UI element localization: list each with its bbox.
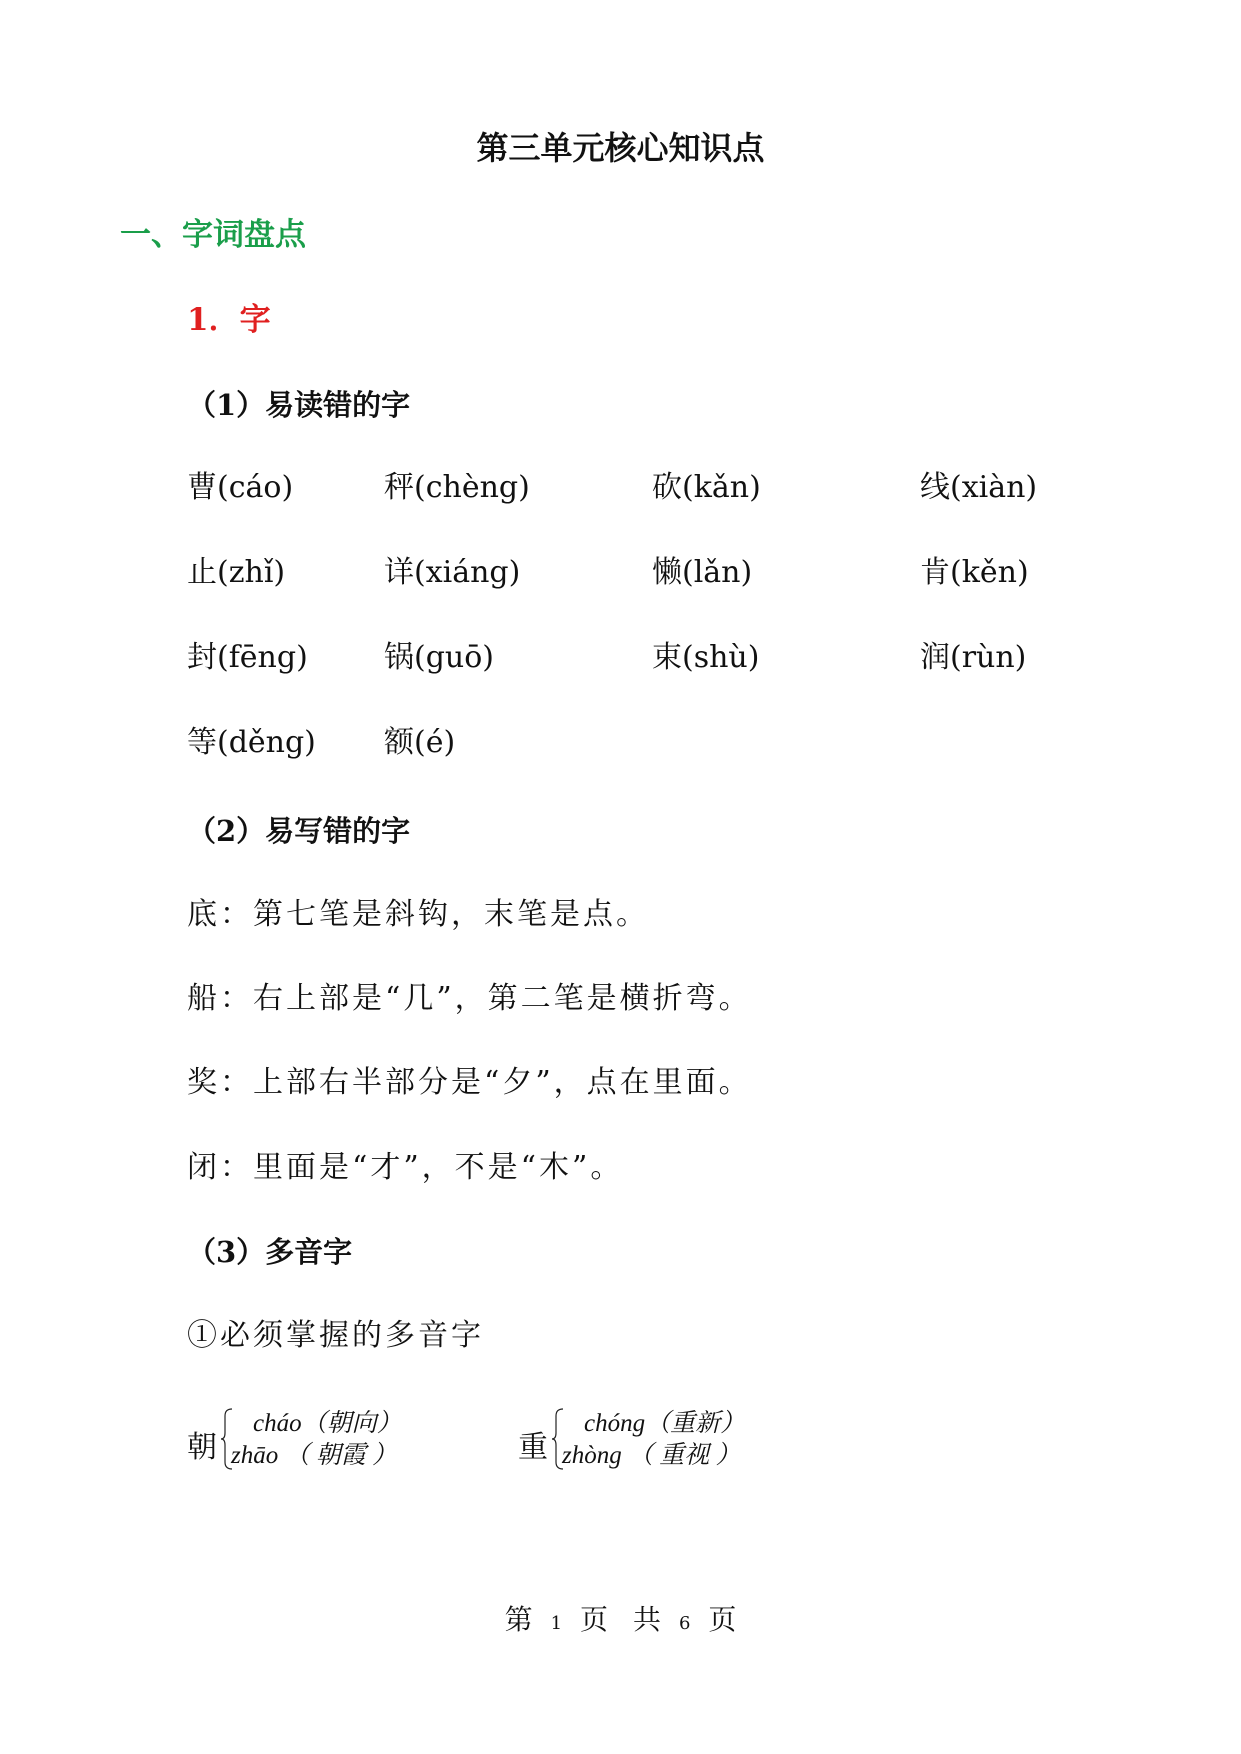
pinyin-item: 懒(lǎn) <box>652 555 753 590</box>
heading-polyphonic-characters: （3）多音字 <box>187 1235 353 1269</box>
polyphone-reading: chóng（重新） <box>584 1410 746 1437</box>
misread-characters-grid <box>187 468 1067 763</box>
pinyin-item: 等(děng) <box>187 725 316 760</box>
miswritten-note: 闭：里面是“才”，不是“木”。 <box>187 1150 624 1185</box>
polyphone-character: 朝 <box>187 1430 217 1465</box>
polyphone-character: 重 <box>518 1430 548 1465</box>
miswritten-note: 底：第七笔是斜钩，末笔是点。 <box>187 897 649 932</box>
polyphone-entry <box>187 1408 487 1474</box>
pinyin-item: 肯(kěn) <box>920 555 1029 590</box>
pinyin-item: 线(xiàn) <box>920 470 1038 505</box>
total-page-number: 6 <box>678 1613 691 1634</box>
pinyin-item: 封(fēng) <box>187 640 308 675</box>
polyphone-reading: zhāo （ 朝霞 ） <box>231 1442 397 1469</box>
pinyin-item: 额(é) <box>384 725 456 760</box>
section-heading-words: 一、字词盘点 <box>120 217 306 253</box>
pinyin-item: 曹(cáo) <box>187 470 294 505</box>
footer-word: 页 <box>708 1603 737 1636</box>
pinyin-item: 束(shù) <box>652 640 760 675</box>
footer-word: 页 <box>580 1603 609 1636</box>
polyphonic-subheading: ①必须掌握的多音字 <box>187 1318 484 1353</box>
page-title: 第三单元核心知识点 <box>476 129 765 167</box>
heading-miswritten-characters: （2）易写错的字 <box>187 814 411 848</box>
polyphone-entry <box>518 1408 818 1474</box>
pinyin-item: 润(rùn) <box>920 640 1027 675</box>
heading-misread-characters: （1）易读错的字 <box>187 388 411 422</box>
page-footer <box>0 1602 1241 1642</box>
pinyin-item: 锅(guō) <box>384 640 494 675</box>
pinyin-item: 详(xiáng) <box>384 555 521 590</box>
subsection-heading-characters: 1．字 <box>187 302 271 338</box>
polyphone-reading: cháo（朝向） <box>253 1410 402 1437</box>
current-page-number: 1 <box>550 1613 563 1634</box>
pinyin-item: 止(zhǐ) <box>187 555 286 590</box>
pinyin-item: 砍(kǎn) <box>652 470 761 505</box>
polyphone-reading: zhòng （ 重视 ） <box>562 1442 741 1469</box>
miswritten-note: 船：右上部是“几”，第二笔是横折弯。 <box>187 981 752 1016</box>
footer-word: 共 <box>632 1603 661 1636</box>
footer-word: 第 <box>504 1603 533 1636</box>
miswritten-note: 奖：上部右半部分是“夕”，点在里面。 <box>187 1065 752 1100</box>
pinyin-item: 秤(chèng) <box>384 470 530 505</box>
